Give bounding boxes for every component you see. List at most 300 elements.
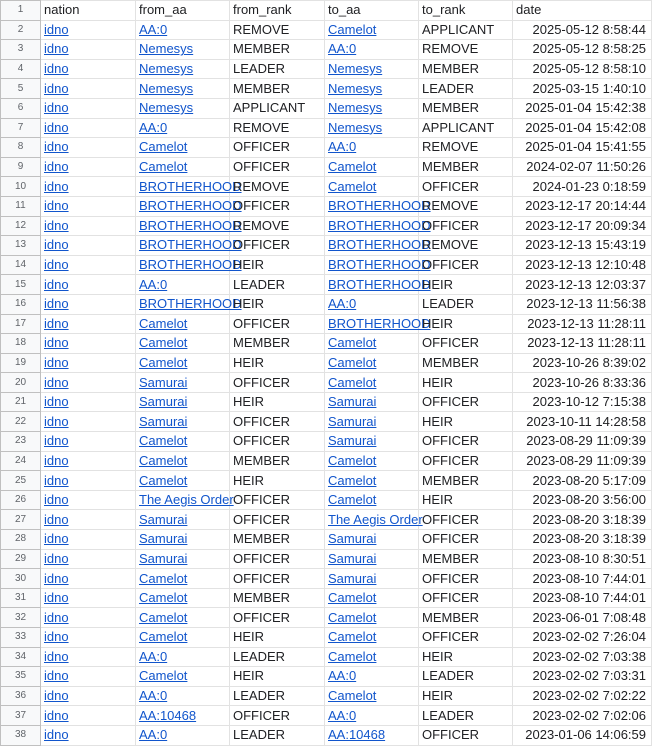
cell-to-rank[interactable]: HEIR <box>419 373 513 393</box>
cell-nation-link[interactable]: idno <box>44 374 69 390</box>
cell-date[interactable]: 2023-12-13 12:03:37 <box>513 275 652 295</box>
cell-nation[interactable] <box>41 530 136 550</box>
cell-nation-link[interactable]: idno <box>44 531 69 547</box>
cell-from-aa[interactable] <box>136 118 230 138</box>
cell-from-aa[interactable] <box>136 157 230 177</box>
row-number[interactable]: 16 <box>1 294 41 314</box>
cell-from-aa[interactable] <box>136 412 230 432</box>
cell-nation[interactable] <box>41 138 136 158</box>
cell-from-aa-link[interactable]: Samurai <box>139 413 188 429</box>
cell-to-rank[interactable]: LEADER <box>419 706 513 726</box>
cell-to-rank[interactable]: MEMBER <box>419 471 513 491</box>
cell-nation-link[interactable]: idno <box>44 433 69 449</box>
cell-to-rank[interactable]: HEIR <box>419 647 513 667</box>
cell-nation[interactable] <box>41 432 136 452</box>
row-number[interactable]: 21 <box>1 392 41 412</box>
row-number[interactable]: 9 <box>1 157 41 177</box>
cell-to-aa[interactable] <box>325 588 419 608</box>
cell-to-aa-link[interactable]: The Aegis Order <box>328 511 423 527</box>
cell-to-aa[interactable] <box>325 20 419 40</box>
cell-from-rank[interactable]: LEADER <box>230 59 325 79</box>
cell-nation-link[interactable]: idno <box>44 237 69 253</box>
cell-from-rank[interactable]: OFFICER <box>230 569 325 589</box>
cell-to-aa-link[interactable]: Camelot <box>328 472 377 488</box>
row-number[interactable]: 34 <box>1 647 41 667</box>
row-number[interactable]: 36 <box>1 686 41 706</box>
cell-from-aa[interactable] <box>136 725 230 745</box>
row-number[interactable]: 6 <box>1 98 41 118</box>
cell-date[interactable]: 2023-12-13 11:56:38 <box>513 294 652 314</box>
cell-from-aa[interactable] <box>136 628 230 648</box>
cell-nation[interactable] <box>41 236 136 256</box>
cell-from-rank[interactable]: OFFICER <box>230 608 325 628</box>
cell-nation[interactable] <box>41 196 136 216</box>
cell-nation-link[interactable]: idno <box>44 100 69 116</box>
cell-date[interactable]: 2023-10-26 8:33:36 <box>513 373 652 393</box>
cell-from-aa[interactable] <box>136 530 230 550</box>
cell-to-aa[interactable] <box>325 667 419 687</box>
cell-to-aa-link[interactable]: Camelot <box>328 335 377 351</box>
cell-to-aa[interactable] <box>325 118 419 138</box>
cell-nation[interactable] <box>41 314 136 334</box>
cell-to-rank[interactable]: HEIR <box>419 275 513 295</box>
cell-to-aa-link[interactable]: AA:0 <box>328 139 357 155</box>
cell-to-aa-link[interactable]: BROTHERHOOD <box>328 217 431 233</box>
cell-nation-link[interactable]: idno <box>44 335 69 351</box>
cell-from-aa[interactable] <box>136 686 230 706</box>
cell-to-aa[interactable] <box>325 59 419 79</box>
cell-date[interactable]: 2023-08-10 7:44:01 <box>513 588 652 608</box>
cell-nation-link[interactable]: idno <box>44 648 69 664</box>
cell-to-aa[interactable] <box>325 608 419 628</box>
cell-from-aa[interactable] <box>136 275 230 295</box>
cell-to-aa[interactable] <box>325 530 419 550</box>
cell-to-rank[interactable]: OFFICER <box>419 628 513 648</box>
row-number[interactable]: 8 <box>1 138 41 158</box>
cell-to-rank[interactable]: MEMBER <box>419 157 513 177</box>
cell-nation[interactable] <box>41 510 136 530</box>
cell-to-aa-link[interactable]: AA:0 <box>328 41 357 57</box>
cell-nation-link[interactable]: idno <box>44 550 69 566</box>
cell-to-aa-link[interactable]: AA:0 <box>328 707 357 723</box>
cell-nation[interactable] <box>41 686 136 706</box>
cell-from-aa[interactable] <box>136 373 230 393</box>
cell-from-aa-link[interactable]: Samurai <box>139 374 188 390</box>
cell-to-aa[interactable] <box>325 628 419 648</box>
cell-from-aa[interactable] <box>136 20 230 40</box>
cell-from-aa[interactable] <box>136 216 242 236</box>
cell-from-aa[interactable] <box>136 255 242 275</box>
cell-to-aa-link[interactable]: Camelot <box>328 629 377 645</box>
cell-date[interactable]: 2024-01-23 0:18:59 <box>513 177 652 197</box>
cell-from-aa[interactable] <box>136 353 230 373</box>
cell-nation[interactable] <box>41 647 136 667</box>
cell-to-aa-link[interactable]: BROTHERHOOD <box>328 198 431 214</box>
cell-nation[interactable] <box>41 451 136 471</box>
cell-to-aa[interactable] <box>325 334 419 354</box>
cell-from-aa-link[interactable]: Camelot <box>139 609 188 625</box>
cell-date[interactable]: 2023-06-01 7:08:48 <box>513 608 652 628</box>
cell-date[interactable]: 2023-02-02 7:03:38 <box>513 647 652 667</box>
cell-nation-link[interactable]: idno <box>44 492 69 508</box>
cell-from-aa[interactable] <box>136 79 230 99</box>
cell-to-aa-link[interactable]: Camelot <box>328 492 377 508</box>
cell-from-aa[interactable] <box>136 59 230 79</box>
cell-to-aa[interactable] <box>325 686 419 706</box>
cell-nation-link[interactable]: idno <box>44 570 69 586</box>
cell-from-rank[interactable]: HEIR <box>230 353 325 373</box>
cell-to-rank[interactable]: OFFICER <box>419 432 513 452</box>
cell-to-aa-link[interactable]: Camelot <box>328 688 377 704</box>
cell-nation-link[interactable]: idno <box>44 727 69 743</box>
cell-from-rank[interactable]: HEIR <box>230 294 325 314</box>
cell-from-aa-link[interactable]: Camelot <box>139 139 188 155</box>
cell-nation-link[interactable]: idno <box>44 315 69 331</box>
cell-from-aa[interactable] <box>136 588 230 608</box>
cell-from-aa-link[interactable]: Camelot <box>139 354 188 370</box>
cell-to-aa-link[interactable]: BROTHERHOOD <box>328 315 431 331</box>
cell-from-aa-link[interactable]: Camelot <box>139 433 188 449</box>
cell-nation-link[interactable]: idno <box>44 668 69 684</box>
cell-nation-link[interactable]: idno <box>44 688 69 704</box>
cell-to-aa[interactable] <box>325 98 419 118</box>
cell-to-aa[interactable] <box>325 255 431 275</box>
cell-from-aa[interactable] <box>136 40 230 60</box>
cell-from-rank[interactable]: REMOVE <box>230 177 325 197</box>
cell-nation-link[interactable]: idno <box>44 21 69 37</box>
cell-date[interactable]: 2023-12-13 11:28:11 <box>513 334 652 354</box>
cell-nation[interactable] <box>41 608 136 628</box>
cell-date[interactable]: 2023-08-20 3:18:39 <box>513 530 652 550</box>
cell-to-aa-link[interactable]: Samurai <box>328 550 377 566</box>
cell-to-rank[interactable]: OFFICER <box>419 451 513 471</box>
cell-from-aa[interactable] <box>136 510 230 530</box>
cell-to-rank[interactable]: OFFICER <box>419 510 513 530</box>
cell-nation-link[interactable]: idno <box>44 276 69 292</box>
cell-from-aa[interactable] <box>136 432 230 452</box>
cell-to-rank[interactable]: HEIR <box>419 314 513 334</box>
cell-nation-link[interactable]: idno <box>44 257 69 273</box>
cell-from-rank[interactable]: HEIR <box>230 628 325 648</box>
cell-from-rank[interactable]: OFFICER <box>230 196 325 216</box>
cell-to-aa-link[interactable]: Nemesys <box>328 61 383 77</box>
cell-nation-link[interactable]: idno <box>44 139 69 155</box>
cell-nation-link[interactable]: idno <box>44 707 69 723</box>
cell-from-aa[interactable] <box>136 392 230 412</box>
cell-from-rank[interactable]: OFFICER <box>230 432 325 452</box>
cell-to-rank[interactable]: REMOVE <box>419 196 513 216</box>
cell-to-aa-link[interactable]: Nemesys <box>328 119 383 135</box>
cell-to-aa[interactable] <box>325 314 431 334</box>
cell-to-rank[interactable]: APPLICANT <box>419 20 513 40</box>
cell-to-rank[interactable]: LEADER <box>419 294 513 314</box>
cell-to-rank[interactable]: OFFICER <box>419 216 513 236</box>
cell-from-aa-link[interactable]: AA:10468 <box>139 707 197 723</box>
cell-from-aa-link[interactable]: Nemesys <box>139 61 194 77</box>
cell-nation[interactable] <box>41 334 136 354</box>
row-number[interactable]: 27 <box>1 510 41 530</box>
cell-nation-link[interactable]: idno <box>44 217 69 233</box>
cell-from-aa-link[interactable]: The Aegis Order <box>139 492 234 508</box>
cell-to-aa-link[interactable]: Camelot <box>328 21 377 37</box>
cell-date[interactable]: 2025-05-12 8:58:44 <box>513 20 652 40</box>
cell-nation[interactable] <box>41 255 136 275</box>
cell-from-rank[interactable]: MEMBER <box>230 588 325 608</box>
cell-to-aa[interactable] <box>325 373 419 393</box>
cell-date[interactable]: 2023-12-17 20:14:44 <box>513 196 652 216</box>
cell-from-aa-link[interactable]: Nemesys <box>139 80 194 96</box>
row-number[interactable]: 30 <box>1 569 41 589</box>
cell-to-aa-link[interactable]: Camelot <box>328 178 377 194</box>
cell-from-rank[interactable]: OFFICER <box>230 706 325 726</box>
cell-date[interactable]: 2023-08-20 3:56:00 <box>513 490 652 510</box>
row-number[interactable]: 38 <box>1 725 41 745</box>
row-number[interactable]: 19 <box>1 353 41 373</box>
row-number[interactable]: 17 <box>1 314 41 334</box>
cell-from-rank[interactable]: MEMBER <box>230 451 325 471</box>
cell-nation-link[interactable]: idno <box>44 61 69 77</box>
cell-nation[interactable] <box>41 628 136 648</box>
row-number[interactable]: 20 <box>1 373 41 393</box>
row-number[interactable]: 24 <box>1 451 41 471</box>
row-number[interactable]: 12 <box>1 216 41 236</box>
cell-from-rank[interactable]: MEMBER <box>230 79 325 99</box>
cell-date[interactable]: 2025-03-15 1:40:10 <box>513 79 652 99</box>
cell-from-rank[interactable]: REMOVE <box>230 118 325 138</box>
cell-to-aa[interactable] <box>325 706 419 726</box>
cell-to-aa[interactable] <box>325 275 431 295</box>
cell-nation-link[interactable]: idno <box>44 178 69 194</box>
cell-to-rank[interactable]: APPLICANT <box>419 118 513 138</box>
cell-from-aa-link[interactable]: BROTHERHOOD <box>139 296 242 312</box>
row-number[interactable]: 22 <box>1 412 41 432</box>
cell-date[interactable]: 2023-10-12 7:15:38 <box>513 392 652 412</box>
row-number[interactable]: 32 <box>1 608 41 628</box>
row-number[interactable]: 29 <box>1 549 41 569</box>
cell-date[interactable]: 2023-08-20 5:17:09 <box>513 471 652 491</box>
cell-from-rank[interactable]: OFFICER <box>230 157 325 177</box>
cell-nation[interactable] <box>41 412 136 432</box>
cell-to-aa[interactable] <box>325 412 419 432</box>
cell-nation-link[interactable]: idno <box>44 472 69 488</box>
cell-date[interactable]: 2023-02-02 7:02:22 <box>513 686 652 706</box>
cell-to-aa[interactable] <box>325 40 419 60</box>
cell-to-aa-link[interactable]: Samurai <box>328 531 377 547</box>
row-number[interactable]: 28 <box>1 530 41 550</box>
cell-nation[interactable] <box>41 177 136 197</box>
cell-to-rank[interactable]: MEMBER <box>419 353 513 373</box>
cell-nation-link[interactable]: idno <box>44 590 69 606</box>
cell-from-aa[interactable] <box>136 196 242 216</box>
cell-to-aa-link[interactable]: Camelot <box>328 354 377 370</box>
cell-from-aa-link[interactable]: Samurai <box>139 511 188 527</box>
cell-nation[interactable] <box>41 569 136 589</box>
cell-from-rank[interactable]: OFFICER <box>230 138 325 158</box>
cell-to-rank[interactable]: OFFICER <box>419 177 513 197</box>
cell-from-aa[interactable] <box>136 608 230 628</box>
cell-from-aa[interactable] <box>136 138 230 158</box>
cell-to-aa-link[interactable]: BROTHERHOOD <box>328 237 431 253</box>
cell-from-aa[interactable] <box>136 569 230 589</box>
row-number[interactable]: 18 <box>1 334 41 354</box>
cell-from-aa[interactable] <box>136 98 230 118</box>
cell-nation-link[interactable]: idno <box>44 394 69 410</box>
cell-to-rank[interactable]: OFFICER <box>419 530 513 550</box>
cell-from-aa-link[interactable]: Camelot <box>139 590 188 606</box>
cell-from-rank[interactable]: OFFICER <box>230 236 325 256</box>
row-number[interactable]: 11 <box>1 196 41 216</box>
cell-to-aa[interactable] <box>325 471 419 491</box>
cell-from-rank[interactable]: MEMBER <box>230 334 325 354</box>
cell-to-aa-link[interactable]: AA:0 <box>328 296 357 312</box>
cell-from-aa-link[interactable]: Camelot <box>139 315 188 331</box>
cell-from-rank[interactable]: APPLICANT <box>230 98 325 118</box>
cell-from-aa-link[interactable]: Samurai <box>139 550 188 566</box>
cell-nation-link[interactable]: idno <box>44 354 69 370</box>
cell-nation-link[interactable]: idno <box>44 159 69 175</box>
cell-from-aa-link[interactable]: Nemesys <box>139 41 194 57</box>
cell-nation[interactable] <box>41 353 136 373</box>
cell-nation[interactable] <box>41 40 136 60</box>
cell-from-rank[interactable]: HEIR <box>230 471 325 491</box>
cell-date[interactable]: 2023-10-26 8:39:02 <box>513 353 652 373</box>
cell-nation[interactable] <box>41 79 136 99</box>
cell-from-rank[interactable]: LEADER <box>230 647 325 667</box>
cell-from-aa-link[interactable]: Samurai <box>139 394 188 410</box>
cell-to-rank[interactable]: MEMBER <box>419 98 513 118</box>
cell-from-aa-link[interactable]: Camelot <box>139 452 188 468</box>
cell-nation-link[interactable]: idno <box>44 452 69 468</box>
cell-to-aa-link[interactable]: Nemesys <box>328 80 383 96</box>
header-cell-nation[interactable]: nation <box>41 1 136 21</box>
cell-from-aa[interactable] <box>136 236 242 256</box>
cell-from-rank[interactable]: LEADER <box>230 686 325 706</box>
cell-nation[interactable] <box>41 706 136 726</box>
cell-from-rank[interactable]: OFFICER <box>230 490 325 510</box>
cell-from-aa-link[interactable]: BROTHERHOOD <box>139 178 242 194</box>
cell-nation-link[interactable]: idno <box>44 511 69 527</box>
cell-from-rank[interactable]: REMOVE <box>230 216 325 236</box>
cell-date[interactable]: 2025-01-04 15:42:38 <box>513 98 652 118</box>
cell-to-aa-link[interactable]: Camelot <box>328 648 377 664</box>
cell-from-aa[interactable] <box>136 667 230 687</box>
cell-to-aa-link[interactable]: BROTHERHOOD <box>328 257 431 273</box>
cell-to-rank[interactable]: OFFICER <box>419 725 513 745</box>
row-number[interactable]: 31 <box>1 588 41 608</box>
cell-to-aa[interactable] <box>325 353 419 373</box>
cell-to-aa[interactable] <box>325 294 419 314</box>
cell-nation[interactable] <box>41 373 136 393</box>
cell-nation[interactable] <box>41 549 136 569</box>
cell-from-aa[interactable] <box>136 451 230 471</box>
cell-from-aa-link[interactable]: BROTHERHOOD <box>139 257 242 273</box>
cell-date[interactable]: 2023-02-02 7:02:06 <box>513 706 652 726</box>
cell-nation-link[interactable]: idno <box>44 119 69 135</box>
cell-date[interactable]: 2023-08-29 11:09:39 <box>513 432 652 452</box>
cell-from-aa-link[interactable]: AA:0 <box>139 648 168 664</box>
row-number[interactable]: 3 <box>1 40 41 60</box>
cell-nation[interactable] <box>41 98 136 118</box>
cell-to-aa[interactable] <box>325 177 419 197</box>
cell-to-rank[interactable]: MEMBER <box>419 608 513 628</box>
cell-date[interactable]: 2023-02-02 7:26:04 <box>513 628 652 648</box>
row-number[interactable]: 7 <box>1 118 41 138</box>
cell-date[interactable]: 2023-12-13 11:28:11 <box>513 314 652 334</box>
cell-nation-link[interactable]: idno <box>44 198 69 214</box>
cell-nation-link[interactable]: idno <box>44 609 69 625</box>
cell-date[interactable]: 2025-01-04 15:41:55 <box>513 138 652 158</box>
row-number[interactable]: 15 <box>1 275 41 295</box>
cell-to-aa[interactable] <box>325 549 419 569</box>
cell-from-aa-link[interactable]: Camelot <box>139 472 188 488</box>
cell-nation[interactable] <box>41 588 136 608</box>
cell-to-rank[interactable]: REMOVE <box>419 40 513 60</box>
header-cell-to-aa[interactable]: to_aa <box>325 1 419 21</box>
cell-date[interactable]: 2024-02-07 11:50:26 <box>513 157 652 177</box>
cell-date[interactable]: 2023-02-02 7:03:31 <box>513 667 652 687</box>
cell-to-aa[interactable] <box>325 451 419 471</box>
cell-to-aa-link[interactable]: Samurai <box>328 413 377 429</box>
cell-from-aa-link[interactable]: Camelot <box>139 335 188 351</box>
cell-to-aa-link[interactable]: BROTHERHOOD <box>328 276 431 292</box>
cell-from-aa-link[interactable]: AA:0 <box>139 21 168 37</box>
cell-from-aa-link[interactable]: Nemesys <box>139 100 194 116</box>
cell-nation[interactable] <box>41 392 136 412</box>
cell-to-aa[interactable] <box>325 157 419 177</box>
cell-from-rank[interactable]: OFFICER <box>230 314 325 334</box>
cell-from-aa[interactable] <box>136 294 242 314</box>
cell-to-rank[interactable]: LEADER <box>419 79 513 99</box>
cell-to-rank[interactable]: OFFICER <box>419 569 513 589</box>
cell-from-aa-link[interactable]: AA:0 <box>139 119 168 135</box>
cell-date[interactable]: 2023-01-06 14:06:59 <box>513 725 652 745</box>
cell-nation[interactable] <box>41 20 136 40</box>
cell-to-aa[interactable] <box>325 432 419 452</box>
cell-from-aa[interactable] <box>136 177 242 197</box>
cell-date[interactable]: 2025-05-12 8:58:10 <box>513 59 652 79</box>
cell-to-aa-link[interactable]: Camelot <box>328 159 377 175</box>
cell-from-aa[interactable] <box>136 490 234 510</box>
cell-to-aa-link[interactable]: Samurai <box>328 570 377 586</box>
cell-from-aa[interactable] <box>136 647 230 667</box>
cell-from-aa-link[interactable]: AA:0 <box>139 688 168 704</box>
row-number[interactable]: 26 <box>1 490 41 510</box>
cell-from-aa-link[interactable]: AA:0 <box>139 276 168 292</box>
cell-nation-link[interactable]: idno <box>44 629 69 645</box>
cell-to-aa[interactable] <box>325 79 419 99</box>
cell-from-aa[interactable] <box>136 706 230 726</box>
cell-to-rank[interactable]: REMOVE <box>419 138 513 158</box>
cell-date[interactable]: 2023-12-13 12:10:48 <box>513 255 652 275</box>
cell-date[interactable]: 2023-08-20 3:18:39 <box>513 510 652 530</box>
cell-to-aa-link[interactable]: Camelot <box>328 452 377 468</box>
cell-to-aa-link[interactable]: Samurai <box>328 394 377 410</box>
header-cell-to-rank[interactable]: to_rank <box>419 1 513 21</box>
cell-from-rank[interactable]: HEIR <box>230 667 325 687</box>
cell-to-rank[interactable]: REMOVE <box>419 236 513 256</box>
cell-from-aa-link[interactable]: AA:0 <box>139 727 168 743</box>
cell-nation[interactable] <box>41 725 136 745</box>
header-cell-from-rank[interactable]: from_rank <box>230 1 325 21</box>
cell-from-aa-link[interactable]: Camelot <box>139 570 188 586</box>
cell-from-aa[interactable] <box>136 549 230 569</box>
row-number[interactable]: 35 <box>1 667 41 687</box>
cell-from-rank[interactable]: MEMBER <box>230 40 325 60</box>
cell-from-aa-link[interactable]: Camelot <box>139 668 188 684</box>
cell-to-aa[interactable] <box>325 569 419 589</box>
cell-to-rank[interactable]: HEIR <box>419 490 513 510</box>
cell-nation-link[interactable]: idno <box>44 80 69 96</box>
